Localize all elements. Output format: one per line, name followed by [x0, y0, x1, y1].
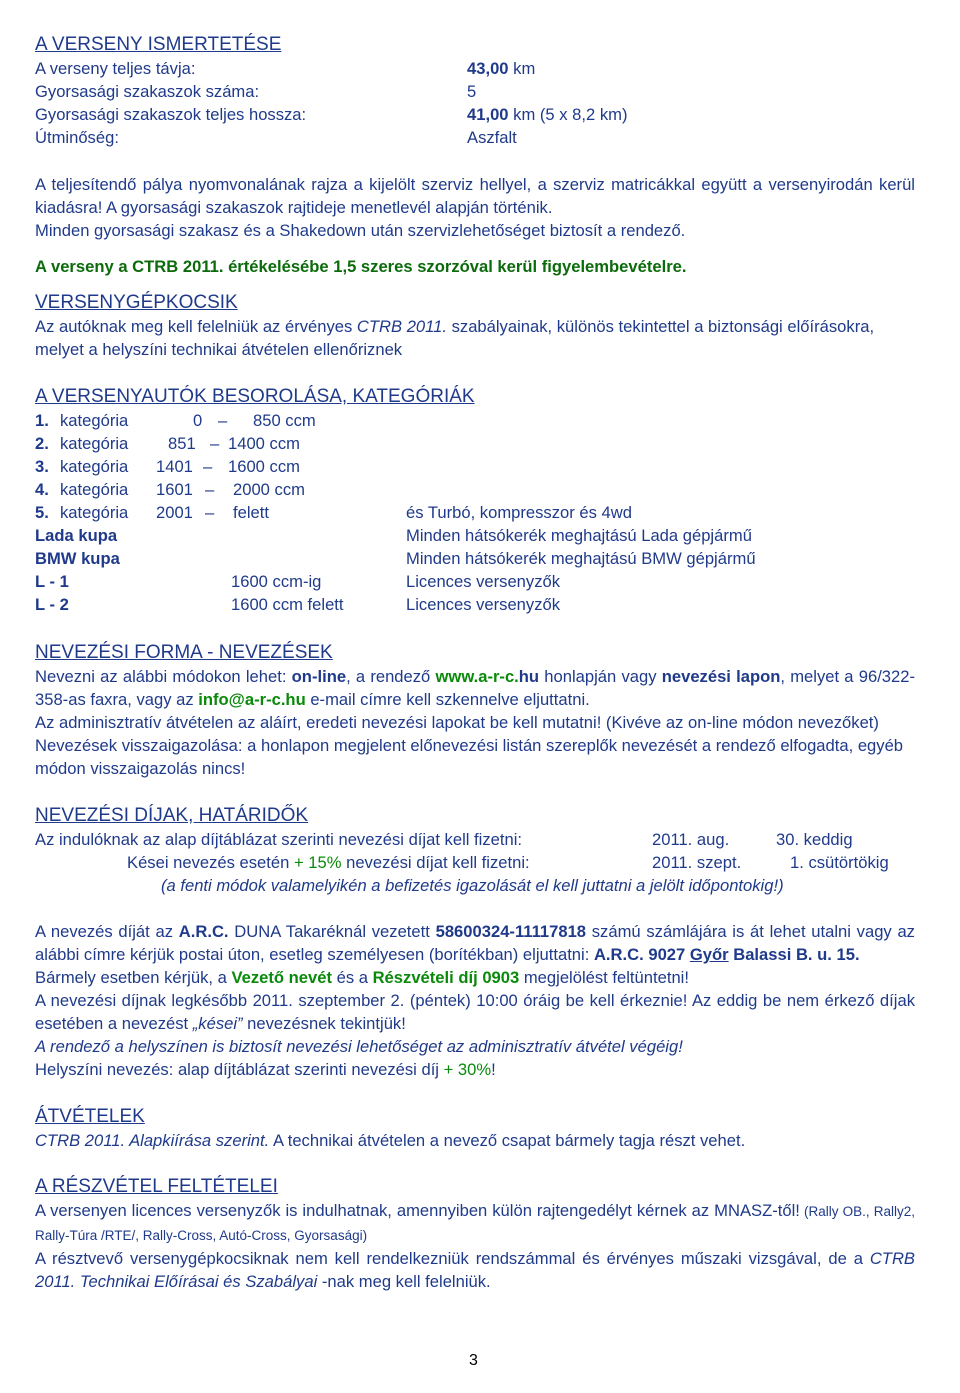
section-title-cars: VERSENYGÉPKOCSIK — [35, 292, 238, 313]
service-paragraph: Minden gyorsasági szakasz és a Shakedown után szervizlehetőséget biztosít a rendező. — [35, 221, 686, 240]
fee-table — [35, 828, 915, 874]
section-title-categories: A VERSENYAUTÓK BESOROLÁSA, KATEGÓRIÁK — [35, 386, 475, 407]
section-title-inspection: ÁTVÉTELEK — [35, 1106, 145, 1127]
fact-row: A verseny teljes távja: 43,00 km — [35, 59, 536, 78]
onsite-fee: Helyszíni nevezés: alap díjtáblázat szerinti nevezési díj + 30%! — [35, 1060, 496, 1079]
license-row: L - 2 1600 ccm felett Licences versenyzők — [35, 595, 561, 614]
page-number: 3 — [469, 1352, 478, 1369]
license-row: L - 1 1600 ccm-ig Licences versenyzők — [35, 572, 561, 591]
fee-note: (a fenti módok valamelyikén a befizetés igazolását el kell juttatni a jelölt időpontokig!) — [161, 876, 784, 895]
license-paragraph: A versenyen licences versenyzők is indulhatnak, amennyiben külön rajtengedélyt kérnek az MNASZ-től! (Rally OB., Rally2, Rally-Túra /RTE/, Rally-Cross, Autó-Cross, Gyorsasági) — [35, 1201, 915, 1243]
ctrb-multiplier: A verseny a CTRB 2011. értékelésébe 1,5 szeres szorzóval kerül figyelembevételre. — [35, 257, 687, 276]
admin-paragraph: Az adminisztratív átvételen az aláírt, eredeti nevezési lapokat be kell mutatni! (Kivéve az on-line módon nevezőket) — [35, 713, 879, 732]
cup-row: BMW kupa Minden hátsókerék meghajtású BMW gépjármű — [35, 549, 756, 568]
fee-row-base: Az indulóknak az alap díjtáblázat szerinti nevezési díjat kell fizetni: 2011. aug. 30. keddig — [35, 830, 853, 849]
payment-paragraph: A nevezés díját az A.R.C. DUNA Takaréknál vezetett 58600324-11117818 számú számlájára is át lehet utalni vagy az alábbi címre kérjük postai úton, esetleg személyesen (borítékban) eljuttatni: A.R.C. 9027 Győr Balassi B. u. 15. — [35, 922, 915, 964]
reference-paragraph: Bármely esetben kérjük, a Vezető nevét és a Részvételi díj 0903 megjelölést feltüntetni! — [35, 968, 689, 987]
section-title-conditions: A RÉSZVÉTEL FELTÉTELEI — [35, 1176, 278, 1197]
category-row: 2. kategória 851 – 1400 ccm — [35, 434, 300, 453]
deadline-paragraph: A nevezési díjnak legkésőbb 2011. szeptember 2. (péntek) 10:00 óráig be kell érkeznie! Az eddig be nem érkező díjak esetében a nevezést „kései” nevezésnek tekintjük! — [35, 991, 915, 1033]
confirmation-paragraph: Nevezések visszaigazolása: a honlapon megjelent előnevezési listán szereplők nevezését a rendező elfogadta, egyéb módon visszaigazolás nincs! — [35, 736, 904, 778]
cars-paragraph: Az autóknak meg kell felelniük az érvényes CTRB 2011. szabályainak, különös tekintettel a biztonsági előírásokra, melyet a helyszíni technikai átvételen ellenőriznek — [35, 317, 875, 359]
website-link[interactable]: www.a-r-c. — [435, 667, 519, 686]
entry-methods: Nevezni az alábbi módokon lehet: on-line, a rendező www.a-r-c.hu honlapján vagy nevezési lapon, melyet a 96/322-358-as faxra, vagy az info@a-r-c.hu e-mail címre kell szkennelve eljuttatni. — [35, 667, 916, 709]
registration-paragraph: A résztvevő versenygépkocsiknak nem kell rendelkezniük rendszámmal és érvényes műszaki vizsgával, de a CTRB 2011. Technikai Előírásai és Szabályai -nak meg kell felelniük. — [35, 1249, 915, 1291]
section-title-entries: NEVEZÉSI FORMA - NEVEZÉSEK — [35, 642, 333, 663]
category-row: 5. kategória 2001 – felett és Turbó, kompresszor és 4wd — [35, 503, 632, 522]
fact-row: Útminőség: Aszfalt — [35, 128, 517, 147]
inspection-paragraph: CTRB 2011. Alapkiírása szerint. A technikai átvételen a nevező csapat bármely tagja részt vehet. — [35, 1131, 746, 1150]
route-paragraph: A teljesítendő pálya nyomvonalának rajza a kijelölt szerviz hellyel, a szerviz matricákkal együtt a versenyirodán kerül kiadásra! A gyorsasági szakaszok rajtideje menetlevél alapján történik. — [35, 175, 915, 217]
fact-row: Gyorsasági szakaszok teljes hossza: 41,00 km (5 x 8,2 km) — [35, 105, 628, 124]
category-row: 4. kategória 1601 – 2000 ccm — [35, 480, 305, 499]
fact-row: Gyorsasági szakaszok száma: 5 — [35, 82, 477, 101]
section-title-fees: NEVEZÉSI DÍJAK, HATÁRIDŐK — [35, 805, 309, 826]
email-link[interactable]: info@a-r-c.hu — [198, 690, 306, 709]
cup-row: Lada kupa Minden hátsókerék meghajtású Lada gépjármű — [35, 526, 752, 545]
race-facts — [35, 57, 915, 149]
category-list — [35, 409, 915, 616]
category-row: 1. kategória 0 – 850 ccm — [35, 411, 316, 430]
onsite-entry-note: A rendező a helyszínen is biztosít nevezési lehetőséget az adminisztratív átvétel végéig! — [35, 1037, 683, 1056]
section-title-verseny: A VERSENY ISMERTETÉSE — [35, 34, 282, 55]
fee-row-late: Kései nevezés esetén + 15% nevezési díjat kell fizetni: 2011. szept. 1. csütörtökig — [127, 853, 889, 872]
category-row: 3. kategória 1401 – 1600 ccm — [35, 457, 300, 476]
document-page — [35, 30, 915, 1293]
